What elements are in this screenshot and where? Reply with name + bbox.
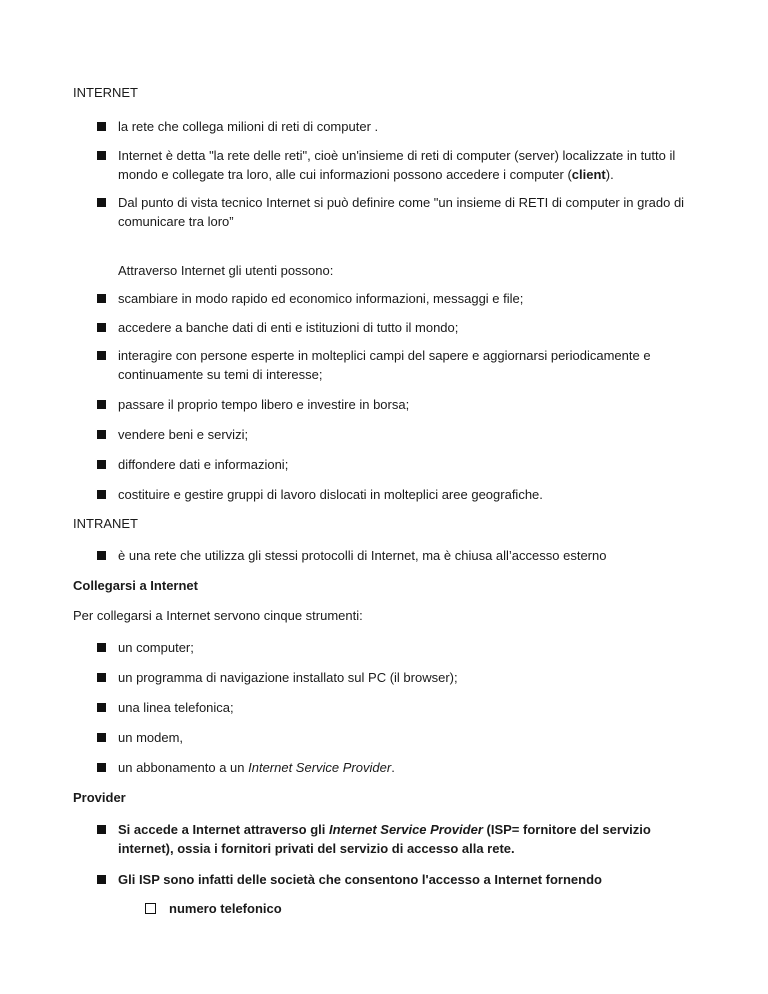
square-bullet-icon <box>97 351 106 360</box>
square-bullet-icon <box>97 825 106 834</box>
section-title-intranet: INTRANET <box>73 516 138 531</box>
square-bullet-icon <box>97 763 106 772</box>
paragraph-intro: Attraverso Internet gli utenti possono: <box>118 263 334 278</box>
checkbox-outline-icon <box>145 903 156 914</box>
square-bullet-icon <box>97 673 106 682</box>
section-title-provider: Provider <box>73 790 126 805</box>
square-bullet-icon <box>97 198 106 207</box>
square-bullet-icon <box>97 460 106 469</box>
square-bullet-icon <box>97 733 106 742</box>
square-bullet-icon <box>97 122 106 131</box>
square-bullet-icon <box>97 151 106 160</box>
square-bullet-icon <box>97 551 106 560</box>
section-title-internet: INTERNET <box>73 85 138 100</box>
square-bullet-icon <box>97 294 106 303</box>
paragraph-collegarsi-intro: Per collegarsi a Internet servono cinque strumenti: <box>73 608 363 623</box>
section-title-collegarsi: Collegarsi a Internet <box>73 578 198 593</box>
square-bullet-icon <box>97 643 106 652</box>
square-bullet-icon <box>97 323 106 332</box>
square-bullet-icon <box>97 490 106 499</box>
square-bullet-icon <box>97 400 106 409</box>
square-bullet-icon <box>97 430 106 439</box>
square-bullet-icon <box>97 875 106 884</box>
square-bullet-icon <box>97 703 106 712</box>
document-page: INTERNET la rete che collega milioni di reti di computer . Internet è detta "la rete delle reti", cioè un'insieme di reti di computer (server) localizzate in tutto il mondo e collegate tra loro, alle cui informazioni possono accedere i computer (client). Dal punto di vista tecnico Internet si può definire come "un insieme di RETI di computer in grado di comunicare tra loro” Attraverso Internet gli utenti possono: scambiare in modo rapido ed economico informazioni, messaggi e file; accedere a banche dati di enti e istituzioni di tutto il mondo; interagire con persone esperte in molteplici campi del sapere e aggiornarsi periodicamente e continuamente su temi di interesse; passare il proprio tempo libero e investire in borsa; vendere beni e servizi; diffondere dati e informazioni; costituire e gestire gruppi di lavoro dislocati in molteplici aree geografiche. INTRANET è una rete che utilizza gli stessi protocolli di Internet, ma è chiusa all’accesso esterno Collegarsi a Internet Per collegarsi a Internet servono cinque strumenti: un computer; un programma di navigazione installato sul PC (il browser); una linea telefonica; un modem, un abbonamento a un Internet Service Provider. Provider Si accede a Internet attraverso gli Internet Service Provider (ISP= fornitore del servizio internet), ossia i fornitori privati del servizio di accesso alla rete. Gli ISP sono infatti delle società che consentono l'accesso a Internet fornendo numero telefonico <box>73 85 685 916</box>
